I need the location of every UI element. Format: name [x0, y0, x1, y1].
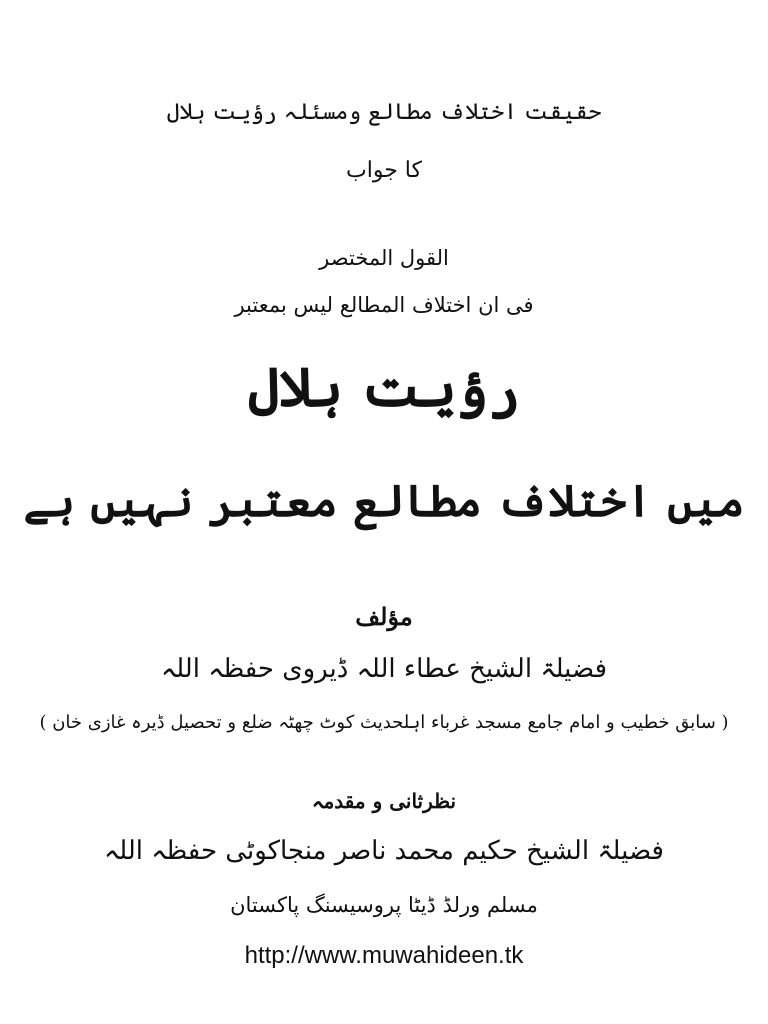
review-label: نظرثانی و مقدمہ — [311, 789, 457, 813]
response-line: کا جواب — [346, 158, 422, 183]
author-name: فضیلۃ الشیخ عطاء اللہ ڈیروی حفظہ اللہ — [160, 654, 608, 684]
main-subtitle: میں اختلاف مطالع معتبر نہیں ہے — [23, 476, 745, 527]
website-link[interactable]: http://www.muwahideen.tk — [244, 942, 524, 969]
arabic-title-2: فی ان اختلاف المطالع لیس بمعتبر — [234, 293, 534, 317]
arabic-title-1: القول المختصر — [319, 246, 449, 270]
author-description: ( سابق خطیب و امام جامع مسجد غرباء اہلحدیث کوٹ چھٹہ ضلع و تحصیل ڈیرہ غازی خان ) — [39, 712, 729, 733]
main-title: رؤیت ہلال — [248, 355, 520, 419]
subtitle-line: حقیقت اختلاف مطالع ومسئلہ رؤیت ہلال — [166, 100, 602, 125]
author-label: مؤلف — [355, 602, 413, 631]
reviewer-name: فضیلۃ الشیخ حکیم محمد ناصر منجاکوٹی حفظہ اللہ — [103, 836, 664, 866]
publisher-line: مسلم ورلڈ ڈیٹا پروسیسنگ پاکستان — [230, 893, 538, 917]
